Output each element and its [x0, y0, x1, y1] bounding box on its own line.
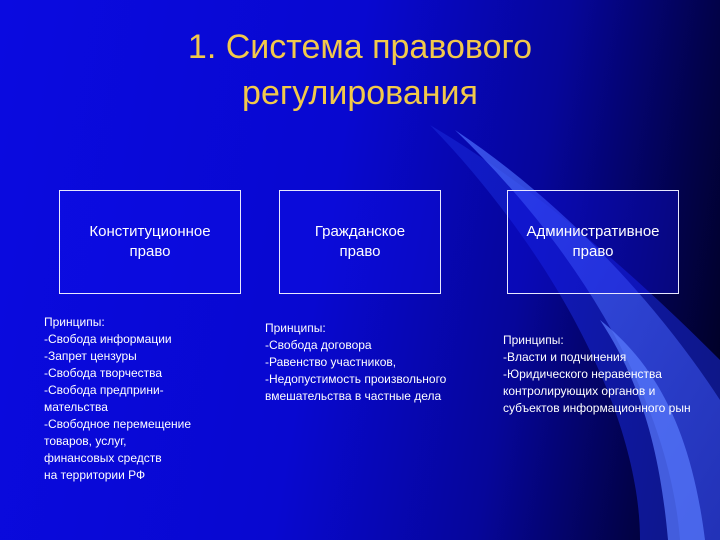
principle-item: контролирующих органов и — [503, 384, 656, 398]
principle-item: мательства — [44, 400, 108, 414]
principle-item: -Свободное перемещение — [44, 417, 192, 431]
principle-item: -Свобода информации — [44, 332, 172, 346]
slide-title — [60, 24, 660, 116]
principle-item: финансовых средств — [44, 451, 162, 465]
box-label-line-2: право — [339, 243, 381, 260]
box-constitutional-law — [59, 190, 241, 294]
principles-administrative — [503, 332, 720, 417]
principle-item: -Юридического неравенства — [503, 367, 662, 381]
principles-heading: Принципы: — [503, 333, 564, 347]
principle-item: -Свобода предприни- — [44, 383, 164, 397]
principle-item: -Свобода договора — [265, 338, 372, 352]
principles-heading: Принципы: — [44, 315, 105, 329]
principles-heading: Принципы: — [265, 321, 326, 335]
principles-civil — [265, 320, 446, 405]
box-administrative-law — [507, 190, 679, 294]
principle-item: -Власти и подчинения — [503, 350, 627, 364]
box-label-line-1: Административное — [526, 223, 660, 240]
box-label-line-1: Гражданское — [314, 223, 406, 240]
slide-title-line-2: регулирования — [242, 74, 478, 112]
box-label-line-2: право — [572, 243, 614, 260]
principle-item: на территории РФ — [44, 468, 146, 482]
box-label-line-2: право — [129, 243, 171, 260]
box-label-line-1: Конституционное — [89, 223, 211, 240]
principle-item: -Недопустимость произвольного — [265, 372, 447, 386]
principle-item: -Запрет цензуры — [44, 349, 137, 363]
principle-item: -Равенство участников, — [265, 355, 397, 369]
slide-title-line-1: 1. Система правового — [187, 28, 533, 66]
principles-constitutional — [44, 314, 191, 484]
principle-item: вмешательства в частные дела — [265, 389, 442, 403]
box-civil-law — [279, 190, 441, 294]
principle-item: товаров, услуг, — [44, 434, 127, 448]
principle-item: -Свобода творчества — [44, 366, 163, 380]
principle-item: субъектов информационного рын — [503, 401, 691, 415]
